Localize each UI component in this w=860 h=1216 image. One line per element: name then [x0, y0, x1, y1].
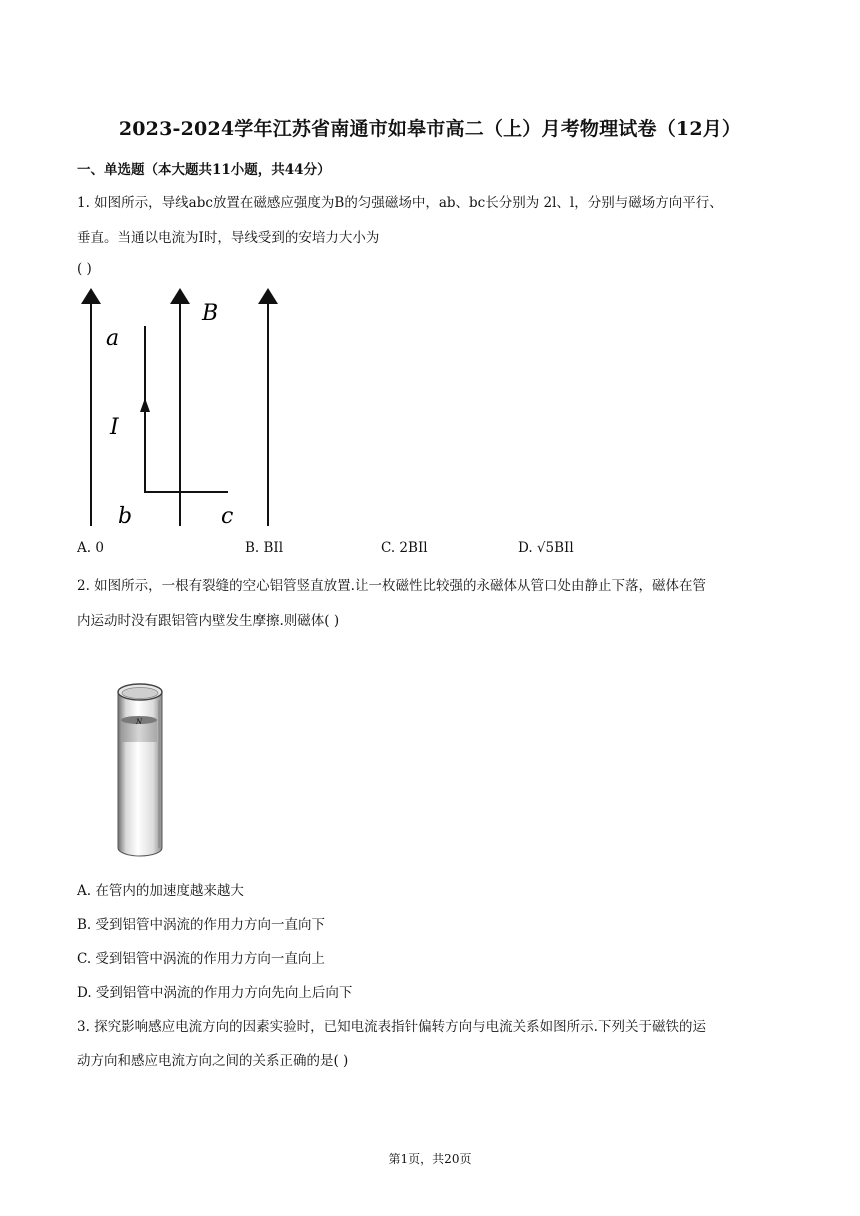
question-1-line-1: 1. 如图所示，导线abc放置在磁感应强度为B的匀强磁场中，ab、bc长分别为 2l、l，分别与磁场方向平行、 — [77, 195, 723, 211]
question-2-figure — [112, 680, 168, 860]
question-2-option-a[interactable]: A. 在管内的加速度越来越大 — [77, 883, 244, 899]
question-2-option-d[interactable]: D. 受到铝管中涡流的作用力方向先向上后向下 — [77, 985, 353, 1001]
question-1-figure — [78, 288, 288, 534]
question-1-options — [77, 540, 637, 560]
option-d[interactable]: D. √5BIl — [518, 540, 574, 556]
question-2-line-2: 内运动时没有跟铝管内壁发生摩擦.则磁体( ) — [77, 613, 340, 629]
question-1-answer-brackets: ( ) — [77, 261, 92, 277]
label-a: a — [106, 326, 120, 351]
question-2-line-1: 2. 如图所示，一根有裂缝的空心铝管竖直放置.让一枚磁性比较强的永磁体从管口处由静止下落，磁体在管 — [77, 578, 706, 594]
question-3-line-2: 动方向和感应电流方向之间的关系正确的是( ) — [77, 1053, 349, 1069]
label-c: c — [221, 504, 234, 529]
label-b: b — [118, 504, 133, 529]
question-1-line-2: 垂直。当通以电流为I时，导线受到的安培力大小为 — [77, 230, 380, 246]
wire-abc — [145, 326, 228, 492]
label-I: I — [110, 415, 119, 440]
question-3-line-1: 3. 探究影响感应电流方向的因素实验时，已知电流表指针偏转方向与电流关系如图所示.下列关于磁铁的运 — [77, 1019, 706, 1035]
magnet-pole-label: N — [136, 718, 143, 726]
current-arrow — [140, 398, 150, 412]
page-title: 2023-2024学年江苏省南通市如皋市高二（上）月考物理试卷（12月） — [118, 118, 742, 140]
option-b[interactable]: B. BIl — [245, 540, 284, 556]
question-2-option-c[interactable]: C. 受到铝管中涡流的作用力方向一直向上 — [77, 951, 325, 967]
page-footer: 第1页，共20页 — [388, 1152, 472, 1166]
section-heading: 一、单选题（本大题共11小题，共44分） — [77, 162, 331, 178]
label-B: B — [202, 301, 219, 326]
question-2-option-b[interactable]: B. 受到铝管中涡流的作用力方向一直向下 — [77, 917, 326, 933]
option-a[interactable]: A. 0 — [77, 540, 104, 556]
tube-inner-rim — [122, 688, 158, 699]
option-c[interactable]: C. 2BIl — [381, 540, 428, 556]
